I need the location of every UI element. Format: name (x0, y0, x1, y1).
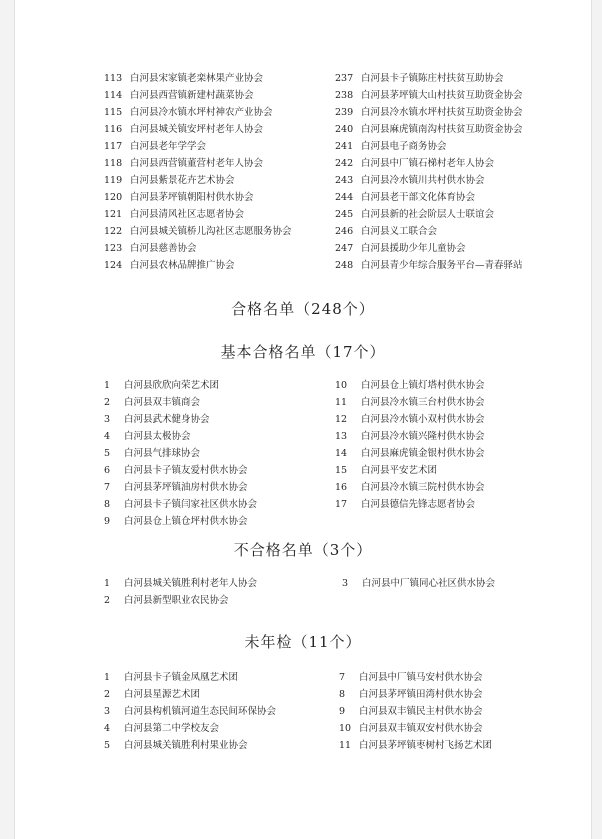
item-name: 白河县冷水镇兴隆村供水协会 (361, 431, 485, 442)
list-item (335, 155, 523, 172)
list-item (335, 377, 485, 394)
item-number: 123 (104, 243, 123, 254)
list-item (104, 737, 276, 754)
unqualified-section-title: 不合格名单（3个） (233, 541, 373, 559)
item-number: 8 (104, 499, 111, 510)
item-number: 248 (335, 260, 354, 271)
item-name: 白河县冷水镇三台村供水协会 (361, 397, 485, 408)
list-item (335, 104, 523, 121)
item-name: 白河县欣欣向荣艺术团 (124, 380, 220, 391)
item-name: 白河县构机镇河道生态民间环保协会 (124, 706, 277, 717)
list-item (335, 87, 523, 104)
list-item (335, 394, 485, 411)
item-name: 白河县茅坪镇田湾村供水协会 (359, 689, 483, 700)
item-name: 白河县茅坪镇大山村扶贫互助资金协会 (361, 90, 523, 101)
item-number: 2 (104, 397, 111, 408)
item-number: 119 (104, 175, 123, 186)
document-page (16, 0, 590, 839)
list-item (335, 206, 523, 223)
item-name: 白河县星源艺术团 (124, 689, 201, 700)
list-item (335, 428, 485, 445)
list-item (104, 592, 257, 609)
item-number: 244 (335, 192, 354, 203)
item-number: 9 (104, 516, 111, 527)
item-number: 120 (104, 192, 123, 203)
item-number: 239 (335, 107, 354, 118)
item-number: 5 (104, 448, 111, 459)
item-number: 8 (339, 689, 346, 700)
list-item (104, 703, 276, 720)
item-name: 白河县太极协会 (124, 431, 191, 442)
item-name: 白河县城关镇胜利村果业协会 (124, 740, 248, 751)
list-item (104, 138, 292, 155)
top-list-left-column (104, 70, 292, 274)
item-name: 白河县卡子镇金凤凰艺术团 (124, 672, 239, 683)
list-item (104, 240, 292, 257)
item-number: 16 (335, 482, 348, 493)
item-name: 白河县西营镇新建村蔬菜协会 (130, 90, 254, 101)
item-number: 3 (104, 706, 111, 717)
list-item (104, 377, 257, 394)
item-name: 白河县仓上镇仓坪村供水协会 (124, 516, 248, 527)
item-name: 白河县麻虎镇金银村供水协会 (361, 448, 485, 459)
item-name: 白河县中厂镇同心社区供水协会 (362, 578, 496, 589)
item-number: 238 (335, 90, 354, 101)
item-number: 2 (104, 689, 111, 700)
item-number: 240 (335, 124, 354, 135)
item-number: 242 (335, 158, 354, 169)
list-item (104, 496, 257, 513)
item-number: 114 (104, 90, 123, 101)
item-name: 白河县茅坪镇油房村供水协会 (124, 482, 248, 493)
item-number: 14 (335, 448, 348, 459)
list-item (339, 720, 492, 737)
list-item (335, 138, 523, 155)
item-number: 10 (339, 723, 352, 734)
list-item (335, 70, 523, 87)
item-name: 白河县老年学学会 (130, 141, 207, 152)
list-item (104, 428, 257, 445)
item-number: 2 (104, 595, 111, 606)
item-number: 113 (104, 73, 123, 84)
item-number: 11 (339, 740, 352, 751)
item-name: 白河县冷水镇小双村供水协会 (361, 414, 485, 425)
unqualified-list-right-column (342, 575, 495, 592)
item-name: 白河县西营镇董营村老年人协会 (130, 158, 264, 169)
item-number: 124 (104, 260, 123, 271)
item-name: 白河县老干部文化体育协会 (361, 192, 476, 203)
item-name: 白河县冷水镇三院村供水协会 (361, 482, 485, 493)
list-item (335, 411, 485, 428)
list-item (335, 462, 485, 479)
list-item (104, 87, 292, 104)
item-name: 白河县城关镇胜利村老年人协会 (124, 578, 258, 589)
item-name: 白河县农林品牌推广协会 (130, 260, 235, 271)
list-item (104, 575, 257, 592)
item-name: 白河县卡子镇陈庄村扶贫互助协会 (361, 73, 504, 84)
item-number: 115 (104, 107, 123, 118)
page-frame-right (591, 0, 602, 839)
item-name: 白河县武术健身协会 (124, 414, 210, 425)
item-name: 白河县中厂镇石梯村老年人协会 (361, 158, 495, 169)
basic-list-left-column (104, 377, 257, 530)
item-number: 6 (104, 465, 111, 476)
item-number: 246 (335, 226, 354, 237)
item-name: 白河县青少年综合服务平台—青春驿站 (361, 260, 523, 271)
item-number: 11 (335, 397, 348, 408)
list-item (339, 686, 492, 703)
top-list-right-column (335, 70, 523, 274)
item-number: 7 (104, 482, 111, 493)
item-name: 白河县义工联合会 (361, 226, 438, 237)
list-item (104, 121, 292, 138)
item-number: 116 (104, 124, 123, 135)
item-name: 白河县新的社会阶层人士联谊会 (361, 209, 495, 220)
list-item (104, 394, 257, 411)
item-name: 白河县双丰镇双安村供水协会 (359, 723, 483, 734)
item-name: 白河县电子商务协会 (361, 141, 447, 152)
item-name: 白河县平安艺术团 (361, 465, 438, 476)
list-item (104, 513, 257, 530)
item-number: 122 (104, 226, 123, 237)
item-number: 3 (342, 578, 349, 589)
item-name: 白河县麻虎镇南沟村扶贫互助资金协会 (361, 124, 523, 135)
list-item (104, 257, 292, 274)
item-number: 3 (104, 414, 111, 425)
list-item (104, 411, 257, 428)
item-number: 4 (104, 431, 111, 442)
item-name: 白河县双丰镇民主村供水协会 (359, 706, 483, 717)
list-item (335, 445, 485, 462)
list-item (104, 70, 292, 87)
item-number: 243 (335, 175, 354, 186)
item-name: 白河县冷水镇川共村供水协会 (361, 175, 485, 186)
list-item (335, 121, 523, 138)
list-item (339, 703, 492, 720)
item-number: 17 (335, 499, 348, 510)
item-number: 245 (335, 209, 354, 220)
list-item (335, 223, 523, 240)
item-number: 10 (335, 380, 348, 391)
list-item (104, 172, 292, 189)
item-name: 白河县清风社区志愿者协会 (130, 209, 245, 220)
item-name: 白河县冷水镇水坪村神农产业协会 (130, 107, 273, 118)
list-item (104, 223, 292, 240)
list-item (335, 172, 523, 189)
item-name: 白河县卡子镇闫家社区供水协会 (124, 499, 258, 510)
item-number: 117 (104, 141, 123, 152)
item-name: 白河县冷水镇水坪村扶贫互助资金协会 (361, 107, 523, 118)
item-name: 白河县德信先锋志愿者协会 (361, 499, 476, 510)
list-item (335, 479, 485, 496)
list-item (104, 720, 276, 737)
item-number: 12 (335, 414, 348, 425)
list-item (104, 104, 292, 121)
item-name: 白河县气排球协会 (124, 448, 201, 459)
list-item (104, 206, 292, 223)
item-number: 9 (339, 706, 346, 717)
list-item (335, 240, 523, 257)
item-number: 237 (335, 73, 354, 84)
item-name: 白河县新型职业农民协会 (124, 595, 229, 606)
list-item (104, 462, 257, 479)
list-item (104, 189, 292, 206)
item-name: 白河县紫景花卉艺术协会 (130, 175, 235, 186)
item-name: 白河县双丰镇商会 (124, 397, 201, 408)
item-number: 15 (335, 465, 348, 476)
item-name: 白河县宋家镇老栾林果产业协会 (130, 73, 264, 84)
list-item (104, 155, 292, 172)
item-number: 1 (104, 578, 111, 589)
item-name: 白河县城关镇桥儿沟社区志愿服务协会 (130, 226, 292, 237)
item-name: 白河县中厂镇马安村供水协会 (359, 672, 483, 683)
unqualified-list-left-column (104, 575, 257, 609)
not-inspected-section-title: 未年检（11个） (244, 633, 362, 651)
list-item (104, 686, 276, 703)
page-frame-left (0, 0, 15, 839)
item-number: 4 (104, 723, 111, 734)
list-item (339, 737, 492, 754)
item-name: 白河县慈善协会 (130, 243, 197, 254)
basic-list-right-column (335, 377, 485, 513)
item-name: 白河县仓上镇灯塔村供水协会 (361, 380, 485, 391)
item-number: 121 (104, 209, 123, 220)
item-number: 13 (335, 431, 348, 442)
item-name: 白河县援助少年儿童协会 (361, 243, 466, 254)
list-item (335, 189, 523, 206)
item-number: 5 (104, 740, 111, 751)
list-item (335, 257, 523, 274)
item-number: 241 (335, 141, 354, 152)
list-item (339, 669, 492, 686)
item-name: 白河县茅坪镇朝阳村供水协会 (130, 192, 254, 203)
item-number: 7 (339, 672, 346, 683)
item-number: 247 (335, 243, 354, 254)
item-name: 白河县城关镇安坪村老年人协会 (130, 124, 264, 135)
basic-qualified-section-title: 基本合格名单（17个） (220, 343, 386, 361)
item-name: 白河县茅坪镇枣树村飞扬艺术团 (359, 740, 493, 751)
item-name: 白河县第二中学校友会 (124, 723, 220, 734)
qualified-section-title: 合格名单（248个） (231, 300, 375, 318)
not-inspected-list-left-column (104, 669, 276, 754)
not-inspected-list-right-column (339, 669, 492, 754)
item-number: 1 (104, 672, 111, 683)
item-name: 白河县卡子镇友爱村供水协会 (124, 465, 248, 476)
list-item (335, 496, 485, 513)
list-item (342, 575, 495, 592)
list-item (104, 479, 257, 496)
item-number: 118 (104, 158, 123, 169)
list-item (104, 669, 276, 686)
list-item (104, 445, 257, 462)
item-number: 1 (104, 380, 111, 391)
